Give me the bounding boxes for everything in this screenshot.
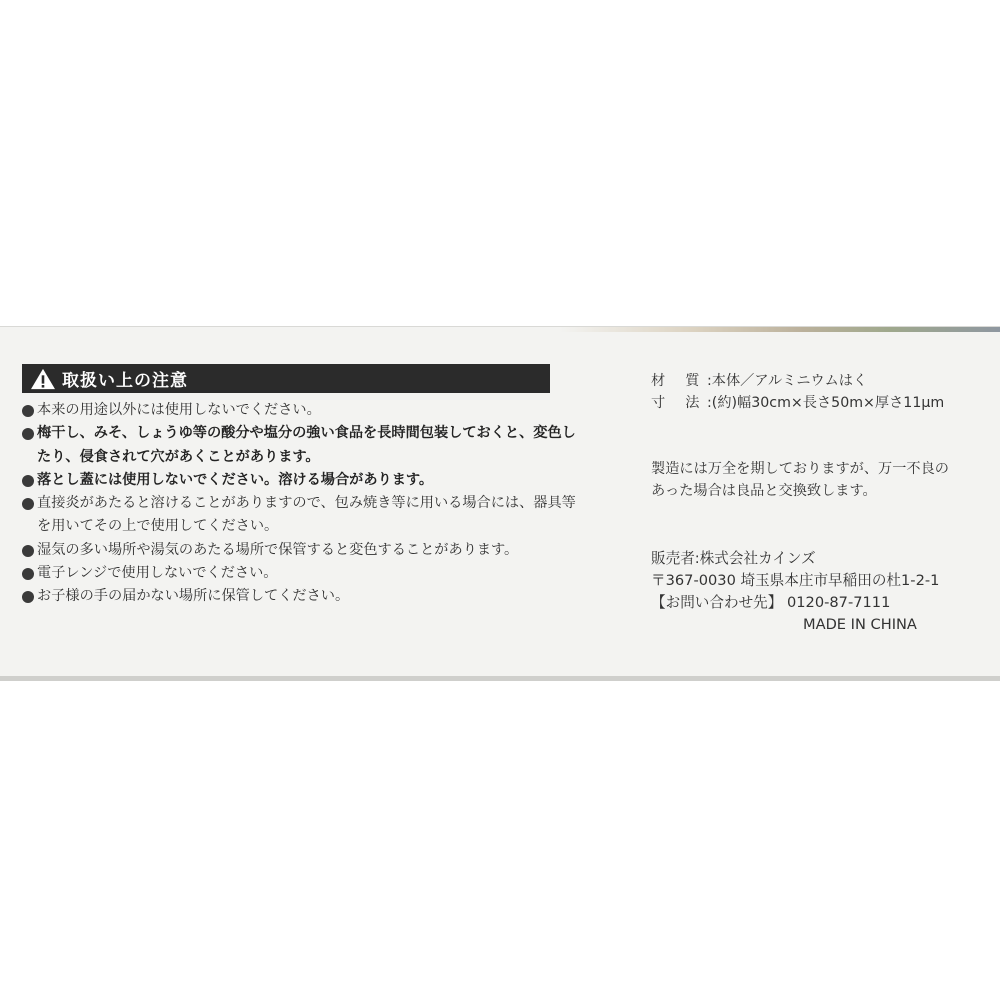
warning-item: 電子レンジで使用しないでください。 bbox=[22, 562, 582, 585]
seller-address: 〒367-0030 埼玉県本庄市早稲田の杜1-2-1 bbox=[651, 572, 940, 589]
country-of-origin: MADE IN CHINA bbox=[803, 616, 917, 633]
size-label: 寸法 bbox=[651, 395, 720, 411]
warning-list bbox=[22, 399, 582, 609]
warning-item: 直接炎があたると溶けることがありますので、包み焼き等に用いる場合には、器具等を用いてその上で使用してください。 bbox=[22, 492, 582, 539]
size-value: :(約)幅30cm×長さ50m×厚さ11μm bbox=[707, 395, 945, 411]
quality-note bbox=[651, 458, 949, 502]
warning-header bbox=[22, 364, 550, 393]
photo-edge-strip bbox=[560, 327, 1000, 332]
seller-name: 販売者:株式会社カインズ bbox=[651, 550, 816, 567]
seller-contact: 【お問い合わせ先】 0120-87-7111 bbox=[651, 594, 891, 611]
spec-size bbox=[651, 392, 944, 414]
warning-item: 梅干し、みそ、しょうゆ等の酸分や塩分の強い食品を長時間包装しておくと、変色したり、侵食されて穴があくことがあります。 bbox=[22, 422, 582, 469]
quality-line: あった場合は良品と交換致します。 bbox=[651, 483, 877, 499]
quality-line: 製造には万全を期しておりますが、万一不良の bbox=[651, 461, 949, 477]
warning-item: 落とし蓋には使用しないでください。溶ける場合があります。 bbox=[22, 469, 582, 492]
panel-bottom-edge bbox=[0, 676, 1000, 681]
material-value: :本体／アルミニウムはく bbox=[707, 373, 868, 389]
warning-title: 取扱い上の注意 bbox=[62, 371, 188, 391]
spec-material bbox=[651, 370, 867, 392]
warning-item: お子様の手の届かない場所に保管してください。 bbox=[22, 585, 582, 608]
warning-item: 湿気の多い場所や湯気のあたる場所で保管すると変色することがあります。 bbox=[22, 539, 582, 562]
warning-item: 本来の用途以外には使用しないでください。 bbox=[22, 399, 582, 422]
material-label: 材質 bbox=[651, 373, 720, 389]
warning-triangle-icon bbox=[28, 367, 58, 391]
seller-info bbox=[651, 548, 939, 636]
